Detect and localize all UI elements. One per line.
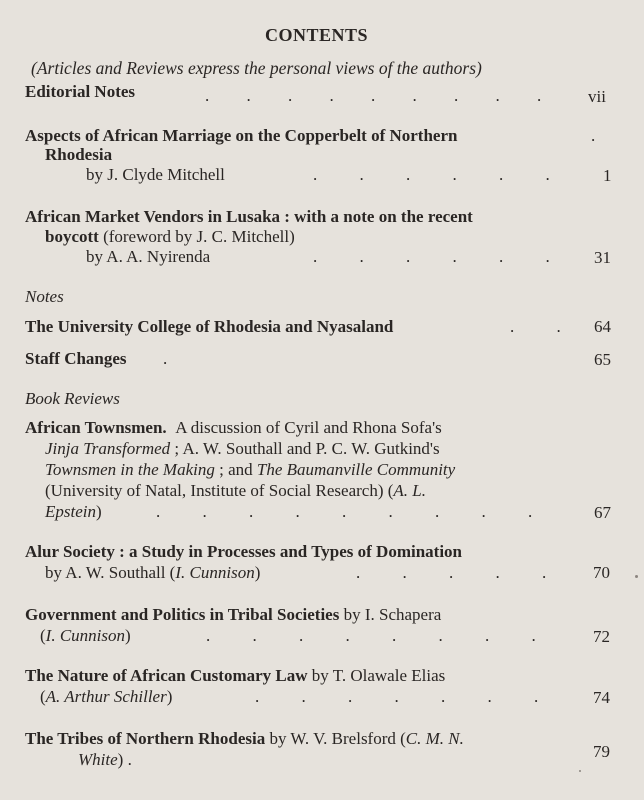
article-1-title-cont: Rhodesia <box>45 145 113 164</box>
article-1-byline: by J. Clyde Mitchell <box>86 165 225 184</box>
leader-dots: . . . . . . <box>313 247 550 266</box>
review-5-reviewer-cont: White) . <box>78 750 132 769</box>
page-number: 74 <box>593 688 610 707</box>
ink-spot <box>579 770 581 772</box>
leader-dots: . . . . . <box>356 563 547 582</box>
page-number: 67 <box>594 503 611 522</box>
leader-dots: . . . . . . . . . <box>156 502 533 521</box>
leader-dots: . . . . . . <box>313 165 550 184</box>
review-1-line-4: (University of Natal, Institute of Social Research) (A. L. <box>45 481 426 500</box>
review-3-reviewer: (I. Cunnison) <box>40 626 131 645</box>
ink-spot <box>635 575 638 578</box>
disclaimer: (Articles and Reviews express the personal views of the authors) <box>31 58 482 78</box>
notes-item-university: The University College of Rhodesia and Nyasaland <box>25 317 394 336</box>
review-3-title: Government and Politics in Tribal Societies by I. Schapera <box>25 605 442 624</box>
page-number: 64 <box>594 317 611 336</box>
page-number: 70 <box>593 563 610 582</box>
page-number: 1 <box>603 166 612 185</box>
review-1-line-1: African Townsmen. A discussion of Cyril and Rhona Sofa's <box>25 418 442 437</box>
page-number: 65 <box>594 350 611 369</box>
review-4-title: The Nature of African Customary Law by T. Olawale Elias <box>25 666 446 685</box>
review-1-line-2: Jinja Transformed ; A. W. Southall and P. C. W. Gutkind's <box>45 439 440 458</box>
page-number: 31 <box>594 248 611 267</box>
leader-dots: . . . . . . . <box>255 687 539 706</box>
review-4-reviewer: (A. Arthur Schiller) <box>40 687 173 706</box>
article-2-byline: by A. A. Nyirenda <box>86 247 211 266</box>
review-1-line-3: Townsmen in the Making ; and The Baumanville Community <box>45 460 456 479</box>
contents-heading: CONTENTS <box>265 25 369 45</box>
leader-dots: . . . . . . . . . <box>205 86 542 105</box>
leader-dots: . <box>163 349 168 368</box>
article-2-title: African Market Vendors in Lusaka : with a note on the recent <box>25 207 473 226</box>
page-number: 72 <box>593 627 610 646</box>
editorial-notes-title: Editorial Notes <box>25 82 136 101</box>
article-1-title: Aspects of African Marriage on the Copperbelt of Northern <box>25 126 458 145</box>
review-1-line-5: Epstein) <box>45 502 102 521</box>
leader-dots: . . . . . . . . <box>206 626 536 645</box>
stray-dot: . <box>591 126 596 145</box>
notes-item-staff: Staff Changes <box>25 349 127 368</box>
page-number: 79 <box>593 742 610 761</box>
review-5-title: The Tribes of Northern Rhodesia by W. V. Brelsford (C. M. N. <box>25 729 464 748</box>
book-reviews-heading: Book Reviews <box>25 389 120 408</box>
notes-heading: Notes <box>25 287 64 306</box>
review-2-byline: by A. W. Southall (I. Cunnison) <box>45 563 261 582</box>
review-2-title: Alur Society : a Study in Processes and Types of Domination <box>25 542 463 561</box>
article-2-title-cont: boycott (foreword by J. C. Mitchell) <box>45 227 295 246</box>
page-number: vii <box>588 87 606 106</box>
leader-dots: . . <box>510 317 561 336</box>
